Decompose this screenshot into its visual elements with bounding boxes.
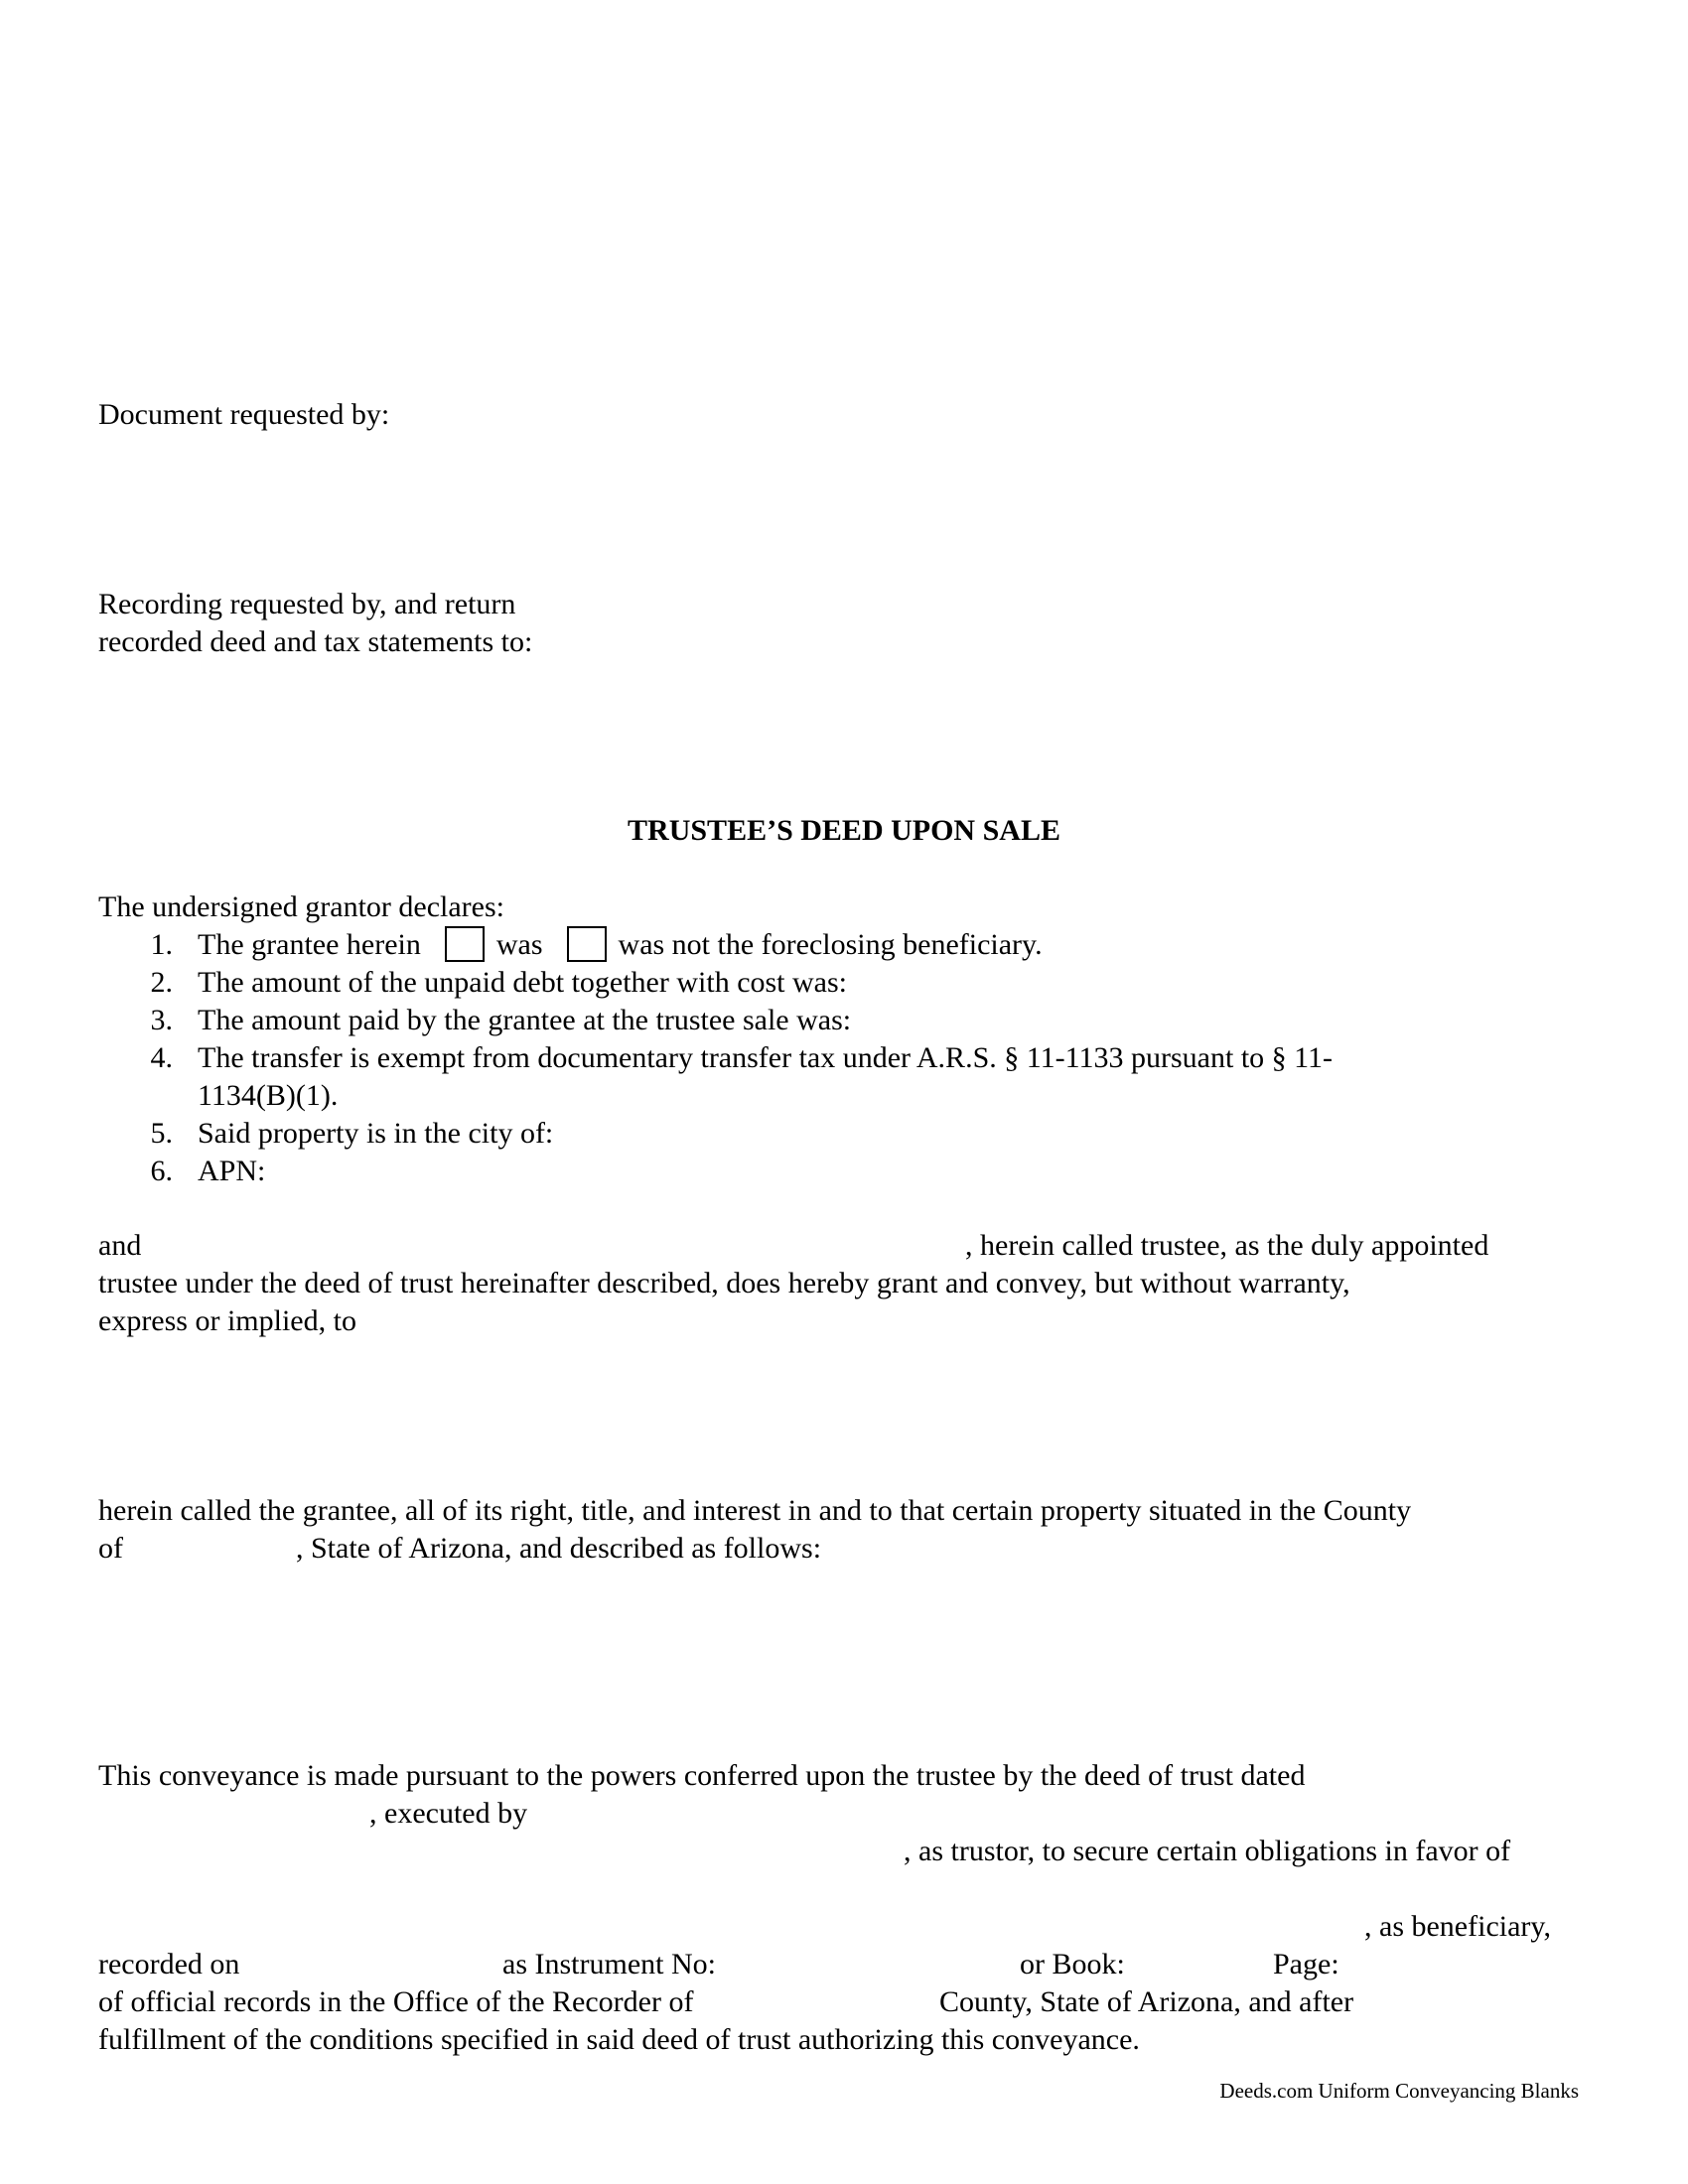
trustee-paragraph-line-2: trustee under the deed of trust hereinafter described, does hereby grant and convey, but without warranty, [98, 1267, 1350, 1299]
conveyance-line-1: This conveyance is made pursuant to the powers conferred upon the trustee by the deed of trust dated [98, 1759, 1306, 1792]
fulfillment-text: fulfillment of the conditions specified in said deed of trust authorizing this conveyance. [98, 2023, 1140, 2056]
list-number-6: 6. [150, 1155, 173, 1187]
declaration-intro: The undersigned grantor declares: [98, 890, 504, 923]
county-state-text: County, State of Arizona, and after [939, 1985, 1354, 2018]
declaration-item-2: The amount of the unpaid debt together with cost was: [198, 966, 848, 999]
state-of-arizona-text: , State of Arizona, and described as follows: [296, 1532, 822, 1565]
document-title: TRUSTEE’S DEED UPON SALE [628, 814, 1060, 847]
was-not-label: was not the foreclosing beneficiary. [618, 928, 1043, 961]
recording-requested-line-2: recorded deed and tax statements to: [98, 625, 533, 658]
recording-requested-line-1: Recording requested by, and return [98, 588, 516, 620]
list-number-1: 1. [150, 928, 173, 961]
document-requested-by-label: Document requested by: [98, 398, 390, 431]
as-beneficiary-text: , as beneficiary, [1364, 1910, 1551, 1943]
herein-called-trustee-text: , herein called trustee, as the duly appointed [965, 1229, 1489, 1262]
list-number-4: 4. [150, 1041, 173, 1074]
recorded-on-text: recorded on [98, 1948, 240, 1980]
declaration-item-1 [198, 926, 1043, 964]
list-number-2: 2. [150, 966, 173, 999]
declaration-item-6: APN: [198, 1155, 266, 1187]
page-text: Page: [1273, 1948, 1339, 1980]
grantee-paragraph-line-1: herein called the grantee, all of its right, title, and interest in and to that certain property situated in the County [98, 1494, 1412, 1527]
grantee-herein-text: The grantee herein [198, 928, 421, 961]
was-not-checkbox[interactable] [567, 926, 607, 962]
trustee-paragraph-line-3: express or implied, to [98, 1304, 356, 1337]
list-number-5: 5. [150, 1117, 173, 1150]
as-trustor-text: , as trustor, to secure certain obligations in favor of [904, 1835, 1511, 1867]
declaration-item-3: The amount paid by the grantee at the trustee sale was: [198, 1004, 852, 1036]
was-label: was [495, 928, 543, 961]
declaration-item-4: The transfer is exempt from documentary transfer tax under A.R.S. § 11-1133 pursuant to § 11- [198, 1041, 1334, 1074]
declaration-item-4-continued: 1134(B)(1). [198, 1079, 339, 1112]
of-text: of [98, 1532, 123, 1565]
footer-credit: Deeds.com Uniform Conveyancing Blanks [1219, 2079, 1579, 2103]
or-book-text: or Book: [1020, 1948, 1125, 1980]
official-records-text: of official records in the Office of the Recorder of [98, 1985, 694, 2018]
as-instrument-no-text: as Instrument No: [502, 1948, 716, 1980]
declaration-item-5: Said property is in the city of: [198, 1117, 554, 1150]
was-checkbox[interactable] [445, 926, 485, 962]
list-number-3: 3. [150, 1004, 173, 1036]
executed-by-text: , executed by [369, 1797, 528, 1830]
and-text: and [98, 1229, 142, 1262]
